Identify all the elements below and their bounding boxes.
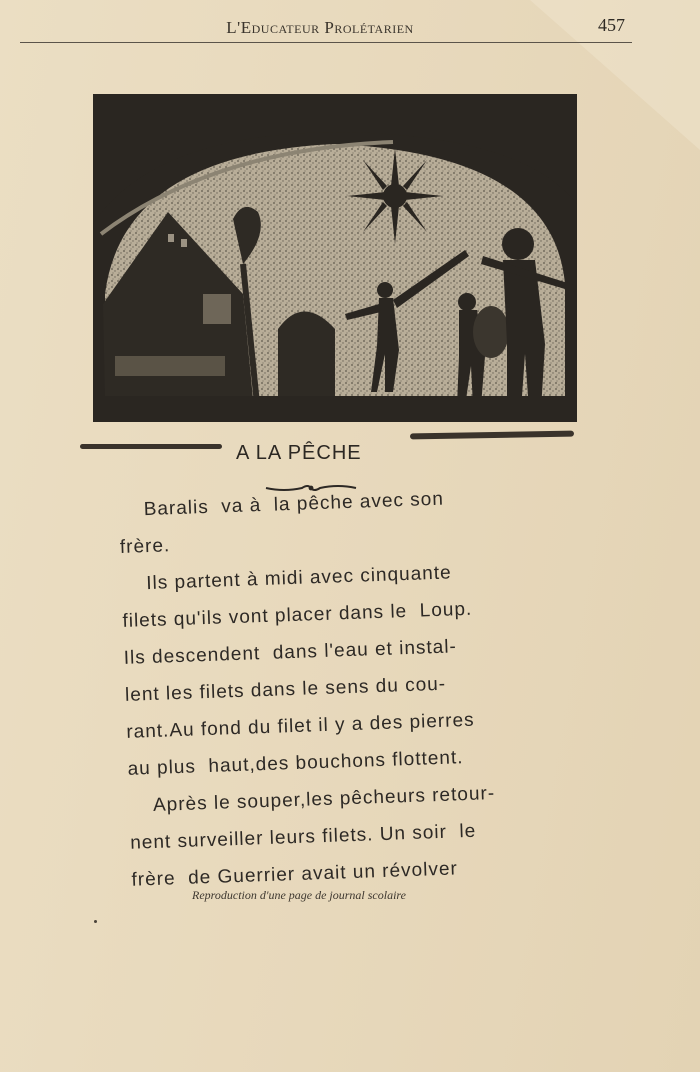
header-rule	[20, 42, 632, 43]
caption: Reproduction d'une page de journal scolaire	[192, 888, 406, 902]
story-line: Après le souper,les pêcheurs retour-	[128, 783, 496, 817]
story-line: au plus haut,des bouchons flottent.	[127, 747, 464, 780]
story-line: lent les filets dans le sens du cou-	[124, 673, 447, 706]
story-body	[118, 475, 612, 899]
woodcut-illustration	[93, 94, 577, 422]
story-line: frère.	[119, 535, 171, 558]
story-line: frère de Guerrier avait un révolver	[131, 858, 459, 891]
story-line: Ils descendent dans l'eau et instal-	[123, 636, 458, 669]
story-line: Ils partent à midi avec cinquante	[120, 562, 453, 595]
story-line: nent surveiller leurs filets. Un soir le	[129, 820, 477, 854]
story-line: rant.Au fond du filet il y a des pierres	[126, 709, 475, 743]
journal-title: L'Educateur Prolétarien	[226, 18, 414, 37]
ink-dot	[94, 920, 97, 923]
title-bar-left	[80, 444, 222, 449]
story-title: A LA PÊCHE	[236, 442, 362, 464]
story-line: filets qu'ils vont placer dans le Loup.	[122, 598, 473, 632]
story-line: Baralis va à la pêche avec son	[118, 488, 445, 521]
page-number: 457	[598, 15, 625, 35]
